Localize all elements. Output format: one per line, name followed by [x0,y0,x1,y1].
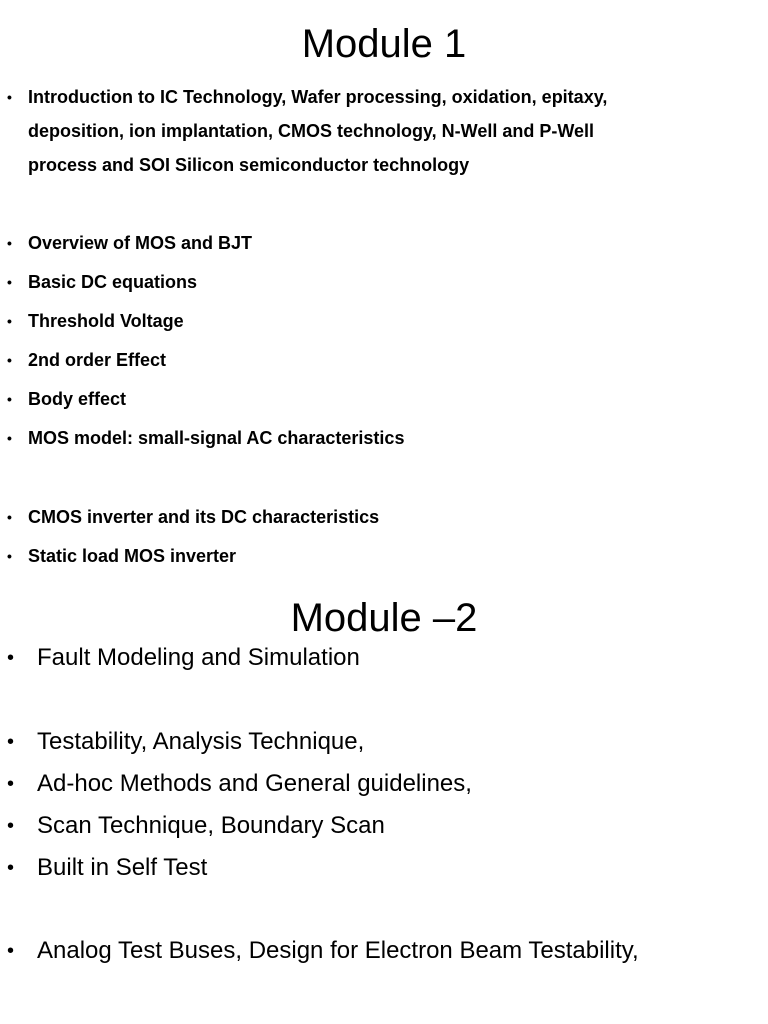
topic-line: Introduction to IC Technology, Wafer processing, oxidation, epitaxy, [28,87,608,107]
bullet-icon: • [7,274,12,290]
bullet-icon: • [7,391,12,407]
bullet-icon: • [7,509,12,525]
topic-line: process and SOI Silicon semiconductor technology [28,155,470,175]
topic-text: Analog Test Buses, Design for Electron Beam Testability, [37,937,639,964]
bullet-icon: • [7,430,12,446]
bullet-icon: • [7,352,12,368]
bullet-icon: • [7,647,15,669]
bullet-icon: • [7,857,15,879]
topic-text: Fault Modeling and Simulation [37,644,360,671]
module-1-title: Module 1 [301,22,467,66]
topic-text: Scan Technique, Boundary Scan [37,812,385,839]
topic-text: CMOS inverter and its DC characteristics [28,507,380,527]
topic-text: Basic DC equations [28,272,198,292]
module-2-title: Module –2 [290,596,478,640]
topic-text: Overview of MOS and BJT [28,233,253,253]
topic-text: Static load MOS inverter [28,546,237,566]
topic-text: Threshold Voltage [28,311,184,331]
topic-line: deposition, ion implantation, CMOS technology, N-Well and P-Well [28,121,595,141]
bullet-icon: • [7,89,12,105]
bullet-icon: • [7,731,15,753]
bullet-icon: • [7,773,15,795]
topic-text: MOS model: small-signal AC characteristics [28,428,405,448]
list-item [0,80,768,182]
bullet-icon: • [7,548,12,564]
topic-text: Body effect [28,389,127,409]
topic-text: Built in Self Test [37,854,208,881]
topic-text: Ad-hoc Methods and General guidelines, [37,770,472,797]
topic-text: 2nd order Effect [28,350,167,370]
bullet-icon: • [7,815,15,837]
topic-text: Testability, Analysis Technique, [37,728,365,755]
bullet-icon: • [7,235,12,251]
bullet-icon: • [7,940,15,962]
bullet-icon: • [7,313,12,329]
